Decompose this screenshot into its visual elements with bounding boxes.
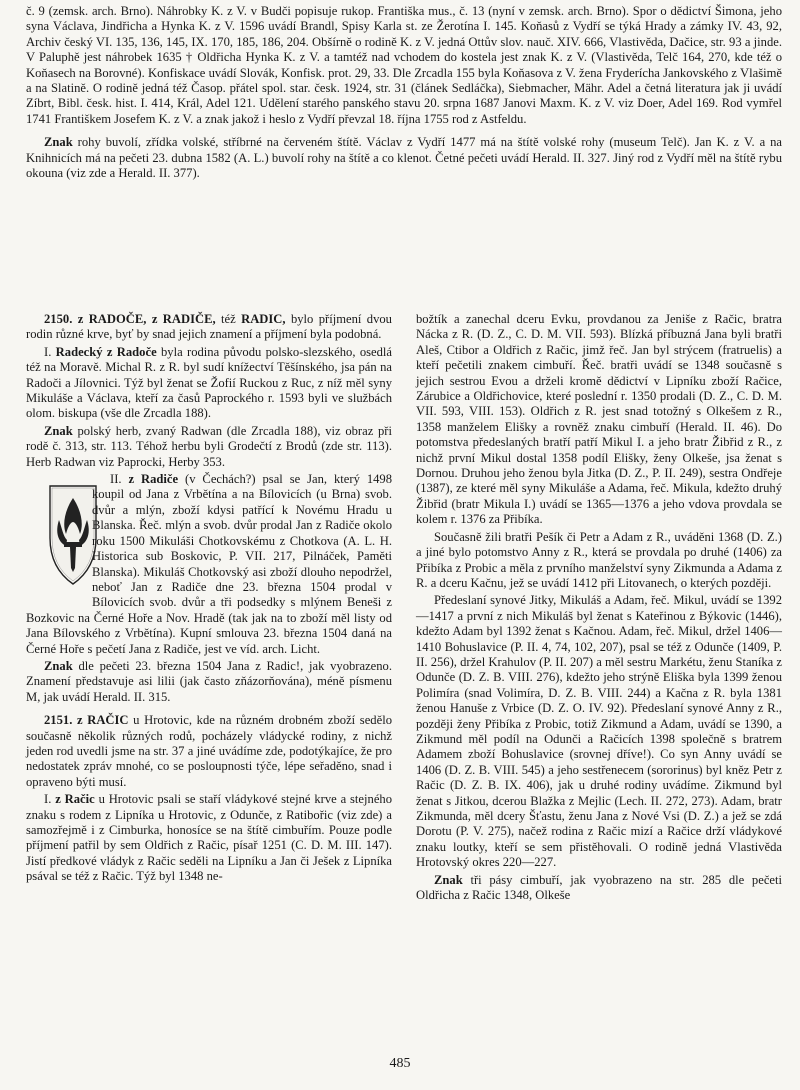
entry-heading: 2151. z RAČIC bbox=[44, 713, 129, 728]
paragraph: Znak dle pečeti 23. března 1504 Jana z Radic!, jak vyobrazeno. Znamení představuje asi lilii (jak často zňázorňována), méně písmenu M, jak uvádí Herald. II. 315. bbox=[26, 658, 392, 704]
paragraph: I. Radecký z Radoče byla rodina původu polsko-slezského, osedlá též na Moravě. Michal R. z R. byl sudí knížectví Těšínského, jsa pán na Radoči a Jílovnici. Týž byl ženat se Žofií Ruckou z Ruc, z níž měl syny Mikuláše a Václava, kteří za časů Paprockého r. 1593 byli ve službách olom. biskupa (vše dle Zrcadla 188). bbox=[26, 344, 392, 421]
paragraph: č. 9 (zemsk. arch. Brno). Náhrobky K. z V. v Budči popisuje rukop. Františka mus., č. 13 (nyní v zemsk. arch. Brno). Spor o dědictví Šimona, jeho syna Václava, Jindřicha a Hynka K. z V. 1596 uvádí Brandl, Spisy Karla st. ze Žerotína I. 145. Koňasů z Vydří se týká Hrady a zámky IV. 43, 92, Archiv český VI. 135, 136, 145, IX. 170, 185, 186, 204. Obšírně o rodině K. z V. jedná Ottův slov. nauč. XIV. 666, Vlastivěda, Dačice, str. 93 a jinde. V Paluphě jest náhrobek 1635 † Oldřicha Hynka K. z V. a tamtéž nad vchodem do kostela jest znak K. z V. (Vlastivěda, Telč 164, 270, kde též o Koňasech na Borovné). Konfiskace uvádí Slovák, Konfisk. prot. 29, 33. Dle Zrcadla 155 byla Koňasova z V. žena Fryderícha Jankovského z Vlašimě a na Slatině. O rodině jedná též Časop. přátel spol. star. česk. 1924, str. 31 (článek Sedláčka), Siebmacher, Mähr. Adel a četná literatura jak ji uvádí Zíbrt, Bibl. česk. hist. I. 414, Král, Adel 121. Udělení starého panského stavu 20. srpna 1687 Janovi Maxm. K. z V. viz Doer, Adel 169. Rod vymřel 1741 Františkem Josefem K. z V. a znak jakož i heslo z Vydří převzal 18. října 1755 rod z Astfeldu. bbox=[26, 4, 782, 126]
page-number: 485 bbox=[389, 1056, 411, 1071]
left-column bbox=[26, 312, 392, 903]
entry-2151: 2151. z RAČIC u Hrotovic, kde na různém drobném zboží sedělo současně několik různých rodů, pocházely vládycké rodiny, z nichž jeden rod uvedli jsme na str. 37 a jiné uvádíme zde, podotýkajíce, že pro nedostatek zpráv mnohé, co se posloupnosti týče, lépe seřaděno, snad i opraveno býti musí. bbox=[26, 713, 392, 789]
entry-heading: 2150. z RADOČE, z RADIČE, bbox=[44, 312, 216, 326]
paragraph: II. z Radiče (v Čechách?) psal se Jan, který 1498 koupil od Jana z Vrbětína a na Bílovicích (u Brna) svob. dvůr a mlýn, zboží kdysi patřící k Novému Hradu u Blanska. Řeč. mlýn a svob. dvůr prodal Jan z Radiče okolo roku 1500 Mikuláši Chotkovskému z Chotkova (A. L. H. Historica sub Boskovic, P. VII. 217, Pilnáček, Paměti Blanska). Mikuláš Chotkovský asi zboží dlouho nepodržel, neboť Jan z Radiče dne 23. března 1504 prodal v Bílovicích svob. dvůr a tři podsedky s mlýnem Beneši z Bozkovic na Černé Hoře a Nov. Hradě (tak jak na to zboží měl listy od Jana Bílovského z Vrbětína). Kupní smlouva 23. března 1504 daná na Černé Hoře s pečetí Jana z Radiče, jest ve víd. arch. Licht. bbox=[26, 472, 393, 656]
paragraph: božtík a zanechal dceru Evku, provdanou za Jeniše z Račic, bratra Nácka z R. (D. Z., C. D. M. VII. 593). Blízká příbuzná Jana byli bratři Aleš, Ctibor a Oldřich z Račic, jimž řeč. Jan byl strýcem (fratruelis) a kteří pečetili znakem cimbuří. Řeč. bratři uvádí se 1348 současně s jejich sestrou Evou a drželi kromě dědictví v Lipníku zboží Račice, Zárubice a Oldřichovice, které poslední r. 1350 prodali (D. Z., C. D. M. VII. 593, VIII. 153). Oldřich z R. jest snad totožný s Olkešem z R., 1358 manželem Elišky a rovněž znaku cimbuří (Herald. II. 46). Do potomstva předeslaných bratří patří Mikul I. a jeho bratr Žibřid z R., z nichž první Mikul dostal 1358 podíl Elišky, ženy Olkeše, jsa ženat s Dornou. Druhou jeho ženou byla Jitka (D. Z., P. II. 249), sestra Ondřeje (1387), ze které měl syny Mikuláše a Adama, řeč. Mikula, kdežto druhý Žibřid (bratr Mikula I.) uvádí se 1365—1376 a jeho vdova provdala se kolem r. 1376 za Přibíka. bbox=[416, 312, 782, 527]
paragraph: Znak polský herb, zvaný Radwan (dle Zrcadla 188), viz obraz při rodě č. 313, str. 113. Téhož herbu byli Grodečtí z Brodů (zde str. 113). Herb Radwan viz Paprocki, Herby 353. bbox=[26, 423, 392, 469]
coat-of-arms-image bbox=[26, 476, 84, 594]
top-continuation bbox=[26, 4, 782, 181]
znak-label: Znak bbox=[44, 135, 73, 150]
paragraph: Předeslaní synové Jitky, Mikuláš a Adam, řeč. Mikul, uvádí se 1392—1417 a první z nich Mikuláš byl ženat s Kateřinou z Býkovic (1446), kdežto Adam byl 1392 ženat s Kačnou. Adam, řeč. Mikul, držel 1406—1410 Bohuslavice (P. II. 4, 74, 102, 207), psal se též z Odunče (1409, P. II. 256), držel Krahulov (P. II. 207) a měl sestru Markétu, ženu Staníka z Odunče (D. Z. B. VIII. 276), kdežto jeho strýně Eliška byla 1399 ženou Polimíra (snad Volimíra, D. Z. B. VIII. 244) a Kačna z R. byla 1381 ženou Hanuše z Vrbice (D. Z. O. IV. 92). Předeslaní synové Anny z R., později ženy Přibíka z Probic, totiž Zikmund a Adam, uvádí se 1390, a Zikmund měl podíl na Odunči a Račicích 1398 společně s bratrem Adamem zboží Bohuslavice (srovnej dříve!). Co syn Anny uvádí se 1406 (D. Z. B. VIII. 545) a jeho sestřenecem (sororinus) byl kněz Petr z Račic (D. Z. B. IX. 406), jak u druhé rodiny uvádíme. Zikmund byl ženat s Jitkou, dcerou Blažka z Mejlic (Lech. II. 272, 273). Adam, bratr Zikmunda, měl dcery Šťastu, ženu Jana z Nové Vsi (D. Z.) a jež se zdá Dorotu (P. V. 275), načež rodina z Račic mizí a Račice drží vládykové znaku loutky, kteří se sem přistěhovali. O rodině jedná Vlastivěda Hrotovský okres 220—227. bbox=[416, 593, 782, 870]
paragraph: Současně žili bratři Pešík či Petr a Adam z R., uváděni 1368 (D. Z.) a jiné bylo potomstvo Anny z R., která se provdala po druhé (1406) za Přibíka z Probic a měla z prvního manželství syny Zikmunda a Adama z R. a dceru Kačnu, jež se uvádí 1412 při Litovanech, o kterých později. bbox=[416, 529, 782, 590]
paragraph: Znak tři pásy cimbuří, jak vyobrazeno na str. 285 dle pečeti Oldřicha z Račic 1348, Olkeše bbox=[416, 872, 782, 903]
paragraph: Znak rohy buvolí, zřídka volské, stříbrné na červeném štítě. Václav z Vydří 1477 má na štítě volské rohy (museum Telč). Jan K. z V. a na Knihnicích má na pečeti 23. dubna 1582 (A. L.) buvolí rohy na štítě a co klenot. Četné pečeti uvádí Herald. II. 327. Jiný rod z Vydří měl na štítě rybu okouna (viz zde a Herald. II. 377). bbox=[26, 135, 782, 181]
two-column-body bbox=[26, 312, 782, 903]
paragraph: I. z Račic u Hrotovic psali se staří vládykové stejné krve a stejného znaku s rodem z Lipníka u Hrotovic, z Odunče, z Ratibořic (viz zde) a samozřejmě i z Cimburka, honosíce se na štítě cimbuřím. Pouze podle příjmení patřil by sem Oldřich z Račic, písař 1251 (C. D. M. III. 147). Jistí předkové vládyk z Račic seděli na Lipníku a Jan či Ješek z Lipníka psával se též z Račic. Týž byl 1348 ne- bbox=[26, 792, 393, 884]
entry-2150: 2150. z RADOČE, z RADIČE, též RADIC, bylo příjmení dvou rodin různé krve, byť by snad jejich znamení a příjmení byla podobná. bbox=[26, 312, 392, 342]
right-column bbox=[416, 312, 782, 903]
